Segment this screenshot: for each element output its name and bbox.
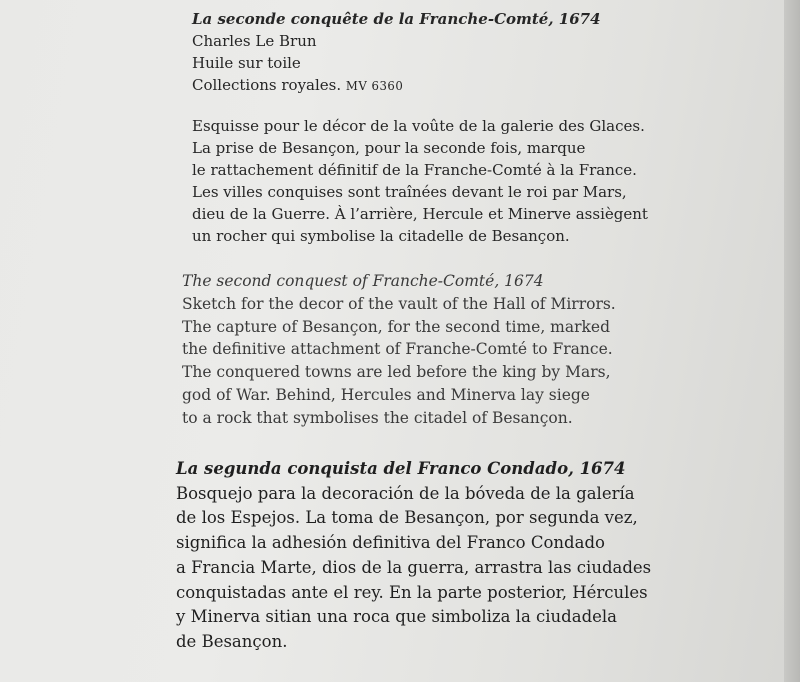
english-description-line: to a rock that symbolises the citadel of Besançon. [182, 408, 573, 427]
french-description-line: dieu de la Guerre. À l’arrière, Hercule et Minerve assiègent [192, 205, 648, 223]
french-medium: Huile sur toile [192, 54, 301, 72]
panel-edge-shadow [784, 0, 800, 682]
french-artist: Charles Le Brun [192, 32, 317, 50]
spanish-description-line: Bosquejo para la decoración de la bóveda de la galería [176, 483, 635, 503]
french-title: La seconde conquête de la Franche-Comté, 1674 [192, 10, 601, 28]
english-description-line: the definitive attachment of Franche-Comté to France. [182, 340, 613, 359]
french-inventory-number: MV 6360 [345, 79, 404, 93]
spanish-description-line: a Francia Marte, dios de la guerra, arrastra las ciudades [176, 557, 652, 577]
english-description-line: The capture of Besançon, for the second time, marked [182, 317, 611, 336]
english-description-line: The conquered towns are led before the king by Mars, [182, 363, 611, 382]
spanish-description-line: y Minerva sitian una roca que simboliza la ciudadela [176, 607, 618, 627]
spanish-description-line: de Besançon. [176, 631, 288, 651]
french-collection-prefix: Collections royales. [192, 76, 342, 94]
french-description-line: le rattachement définitif de la Franche-Comté à la France. [192, 161, 637, 179]
english-description-line: god of War. Behind, Hercules and Minerva lay siege [182, 385, 590, 404]
spanish-description-line: significa la adhesión definitiva del Franco Condado [176, 533, 605, 553]
english-description-line: Sketch for the decor of the vault of the Hall of Mirrors. [182, 294, 616, 313]
french-description-line: La prise de Besançon, pour la seconde fois, marque [192, 139, 586, 157]
spacer [192, 97, 648, 115]
french-description-line: Les villes conquises sont traînées devant le roi par Mars, [192, 183, 627, 201]
french-description-line: un rocher qui symbolise la citadelle de Besançon. [192, 227, 570, 245]
label-spanish [176, 457, 651, 655]
spanish-title: La segunda conquista del Franco Condado, 1674 [176, 459, 626, 478]
label-english [182, 270, 616, 430]
spanish-description-line: de los Espejos. La toma de Besançon, por segunda vez, [176, 508, 638, 528]
english-title: The second conquest of Franche-Comté, 1674 [182, 272, 544, 290]
label-french [192, 8, 648, 247]
spanish-description-line: conquistadas ante el rey. En la parte posterior, Hércules [176, 582, 648, 602]
french-collection [192, 74, 648, 97]
french-description-line: Esquisse pour le décor de la voûte de la galerie des Glaces. [192, 117, 645, 135]
